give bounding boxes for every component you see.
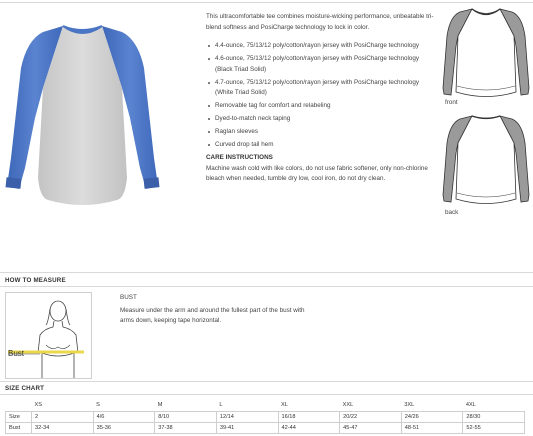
care-instructions-title: CARE INSTRUCTIONS xyxy=(206,154,273,161)
how-to-measure-title: HOW TO MEASURE xyxy=(5,277,66,284)
table-cell: 52-55 xyxy=(463,422,525,433)
size-header-cell: 4XL xyxy=(463,400,525,411)
back-label: back xyxy=(445,209,459,216)
product-image xyxy=(5,18,160,208)
table-cell: 20/22 xyxy=(340,411,402,422)
size-header-cell: XS xyxy=(32,400,94,411)
table-cell: 37-38 xyxy=(155,422,217,433)
table-cell: 39-41 xyxy=(216,422,278,433)
table-cell: 8/10 xyxy=(155,411,217,422)
size-chart-table xyxy=(5,400,525,434)
row-label: Bust xyxy=(6,422,32,433)
table-cell: 28/30 xyxy=(463,411,525,422)
row-label: Size xyxy=(6,411,32,422)
description-intro: This ultracomfortable tee combines moisture-wicking performance, unbeatable tri-blend softness and PosiCharge technology to lock in color. xyxy=(206,13,434,31)
table-cell: 32-34 xyxy=(32,422,94,433)
care-instructions-text: Machine wash cold with like colors, do not use fabric softener, only non-chlorine bleach when needed, tumble dry low, cool iron, do not dry clean. xyxy=(206,164,428,182)
feature-item: 4.4-ounce, 75/13/12 poly/cotton/rayon jersey with PosiCharge technology xyxy=(206,41,434,52)
size-header-cell: XL xyxy=(278,400,340,411)
feature-item: Raglan sleeves xyxy=(206,127,434,138)
bust-instructions: Measure under the arm and around the fullest part of the bust with arms down, keeping tape horizontal. xyxy=(120,306,305,324)
top-divider xyxy=(0,2,533,3)
section-divider xyxy=(0,286,533,287)
section-divider xyxy=(0,394,533,395)
table-cell: 45-47 xyxy=(340,422,402,433)
measure-instructions xyxy=(120,293,320,327)
table-row xyxy=(6,422,525,433)
bust-figure-icon xyxy=(6,293,91,378)
table-cell: 2 xyxy=(32,411,94,422)
table-cell: 48-51 xyxy=(401,422,463,433)
table-row xyxy=(6,411,525,422)
feature-item: Removable tag for comfort and relabeling xyxy=(206,101,434,112)
feature-item: 4.6-ounce, 75/13/12 poly/cotton/rayon jersey with PosiCharge technology (Black Triad Solid) xyxy=(206,54,434,75)
size-header-row xyxy=(6,400,525,411)
bust-diagram-label: Bust xyxy=(8,349,25,358)
table-cell: 24/26 xyxy=(401,411,463,422)
table-cell: 4/6 xyxy=(93,411,155,422)
header-cell xyxy=(6,400,32,411)
feature-item: Curved drop tail hem xyxy=(206,140,434,151)
feature-item: Dyed-to-match neck taping xyxy=(206,114,434,125)
size-header-cell: XXL xyxy=(340,400,402,411)
size-header-cell: L xyxy=(216,400,278,411)
feature-list xyxy=(206,41,434,151)
table-cell: 12/14 xyxy=(216,411,278,422)
section-divider xyxy=(0,272,533,273)
size-chart-title: SIZE CHART xyxy=(5,385,45,392)
measure-diagram xyxy=(5,292,92,379)
front-sketch xyxy=(442,6,530,98)
section-divider xyxy=(0,381,533,382)
product-description xyxy=(206,12,434,185)
size-header-cell: M xyxy=(155,400,217,411)
size-header-cell: 3XL xyxy=(401,400,463,411)
table-cell: 42-44 xyxy=(278,422,340,433)
table-cell: 35-36 xyxy=(93,422,155,433)
feature-item: 4.7-ounce, 75/13/12 poly/cotton/rayon jersey with PosiCharge technology (White Triad Solid) xyxy=(206,78,434,99)
bust-title: BUST xyxy=(120,294,137,301)
back-sketch xyxy=(442,113,530,205)
size-header-cell: S xyxy=(93,400,155,411)
front-label: front xyxy=(445,99,458,106)
table-cell: 16/18 xyxy=(278,411,340,422)
